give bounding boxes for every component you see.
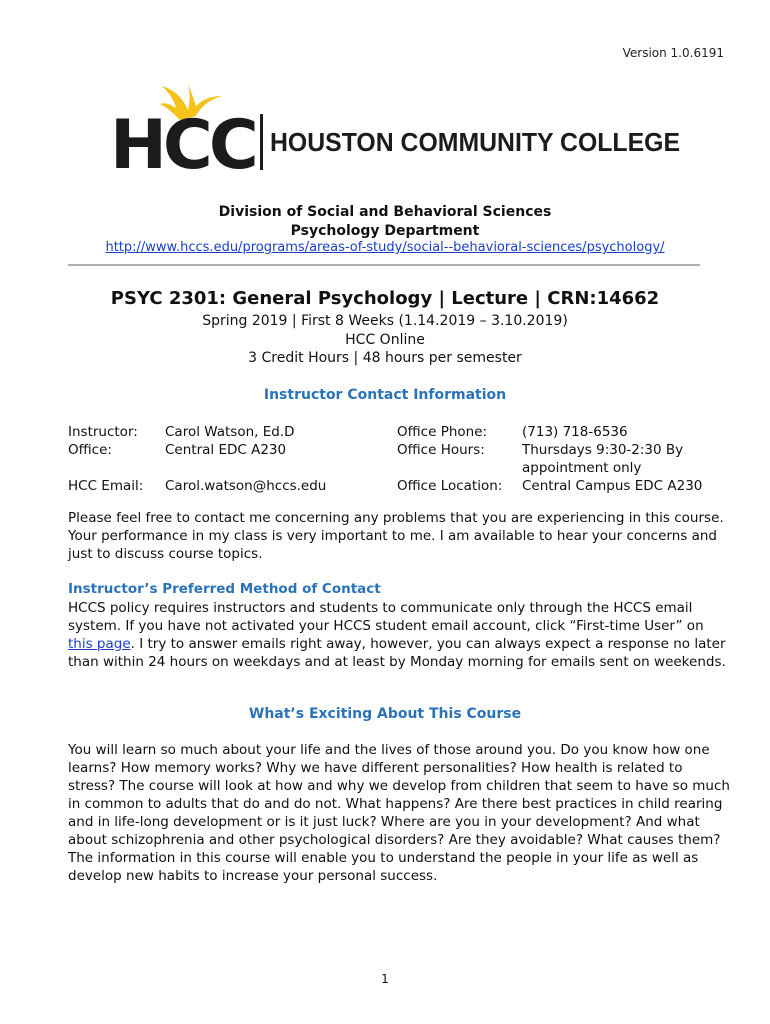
department-url-line (0, 240, 770, 256)
location-label: Office Location: (397, 478, 503, 494)
logo-divider (260, 114, 263, 170)
course-credits: 3 Credit Hours | 48 hours per semester (248, 350, 522, 366)
preferred-contact-paragraph (68, 599, 730, 671)
exciting-heading: What’s Exciting About This Course (248, 706, 522, 722)
logo-college-name: HOUSTON COMMUNITY COLLEGE (270, 127, 680, 157)
location-value: Central Campus EDC A230 (522, 478, 703, 494)
hcc-logo (110, 80, 700, 180)
course-title: PSYC 2301: General Psychology | Lecture | CRN:14662 (110, 288, 660, 309)
course-mode: HCC Online (345, 331, 425, 348)
department-name: Psychology Department (290, 223, 480, 239)
division-name: Division of Social and Behavioral Sciences (218, 204, 552, 220)
preferred-text-after-link: . I try to answer emails right away, however, you can always expect a response no later than within 24 hours on weekdays and at least by Monday morning for emails sent on weekends. (68, 636, 726, 670)
contact-paragraph: Please feel free to contact me concerning any problems that you are experiencing in this course. Your performance in my class is very important to me. I am available to hear your concerns and just to discuss course topics. (68, 510, 724, 562)
phone-label: Office Phone: (397, 424, 488, 440)
department-url-link[interactable]: http://www.hccs.edu/programs/areas-of-study/social--behavioral-sciences/psychology/ (105, 240, 665, 255)
page-number: 1 (381, 972, 389, 986)
office-value: Central EDC A230 (165, 442, 287, 458)
this-page-link[interactable]: this page (68, 636, 131, 652)
office-label: Office: (68, 442, 112, 458)
preferred-contact-heading: Instructor’s Preferred Method of Contact (68, 581, 381, 597)
header-divider (68, 264, 700, 266)
course-info (0, 312, 770, 368)
instructor-value: Carol Watson, Ed.D (165, 424, 295, 440)
version-label: Version 1.0.6191 (622, 46, 724, 60)
logo-letters: HCC (110, 106, 255, 180)
email-value[interactable]: Carol.watson@hccs.edu (165, 478, 327, 494)
course-term: Spring 2019 | First 8 Weeks (1.14.2019 – 3.10.2019) (202, 313, 568, 329)
hours-value-line1: Thursdays 9:30-2:30 By (522, 442, 684, 458)
instructor-label: Instructor: (68, 424, 138, 440)
phone-value: (713) 718-6536 (522, 424, 628, 440)
contact-heading: Instructor Contact Information (263, 387, 507, 403)
email-label: HCC Email: (68, 478, 144, 494)
division-heading (0, 203, 770, 241)
hours-label: Office Hours: (397, 442, 485, 458)
hours-value-line2: appointment only (522, 460, 642, 476)
preferred-text-before-link: HCCS policy requires instructors and students to communicate only through the HCCS email system. If you have not activated your HCCS student email account, click “First-time User” on (68, 600, 704, 634)
exciting-paragraph: You will learn so much about your life and the lives of those around you. Do you know how one learns? How memory works? Why we have different personalities? How health is related to stress? The course will look at how and why we develop from children that seem to have so much in common to adults that do and do not. What happens? Are there best practices in child rearing and in life-long development or is it just luck? Where are you in your development? And what about schizophrenia and other psychological disorders? Are they avoidable? What causes them? The information in this course will enable you to understand the people in your life as well as develop new habits to increase your personal success. (68, 742, 730, 884)
